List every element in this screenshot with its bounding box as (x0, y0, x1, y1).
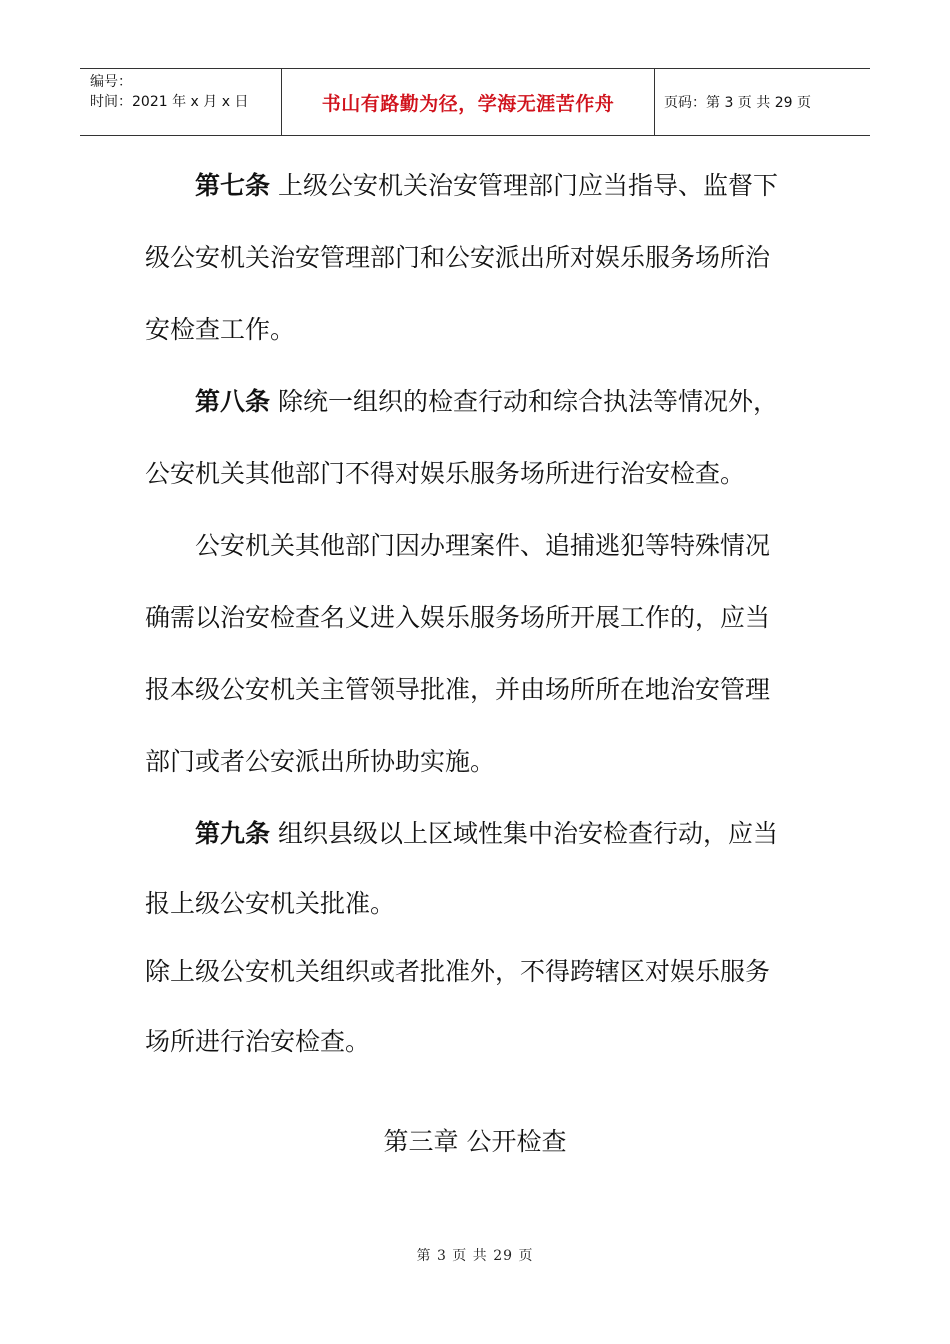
article-8-line-2: 公安机关其他部门不得对娱乐服务场所进行治安检查。 (145, 459, 746, 488)
header-motto: 书山有路勤为径，学海无涯苦作舟 (282, 69, 655, 135)
article-8b-line-4: 部门或者公安派出所协助实施。 (145, 747, 496, 776)
header-page-info: 页码：第 3 页 共 29 页 (664, 95, 811, 111)
header-meta-cell (80, 69, 282, 135)
page-footer: 第 3 页 共 29 页 (416, 1248, 534, 1264)
article-9-line-1 (145, 798, 805, 870)
article-9b-line-2: 场所进行治安检查。 (145, 1027, 371, 1056)
article-7-line-2: 级公安机关治安管理部门和公安派出所对娱乐服务场所治 (145, 243, 771, 272)
header-number-label: 编号： (90, 74, 132, 90)
document-body (145, 150, 805, 1078)
chapter-title: 第三章 公开检查 (383, 1127, 567, 1156)
article-9-line-2: 报上级公安机关批准。 (145, 889, 396, 918)
article-7-line-1 (145, 150, 805, 222)
article-8b-line-1: 公安机关其他部门因办理案件、追捕逃犯等特殊情况 (195, 531, 771, 560)
article-9-text-1: 组织县级以上区域性集中治安检查行动，应当 (277, 819, 778, 848)
article-8-text-1: 除统一组织的检查行动和综合执法等情况外， (277, 387, 778, 416)
article-8-line-1 (145, 366, 805, 438)
article-8b-line-2: 确需以治安检查名义进入娱乐服务场所开展工作的，应当 (145, 603, 771, 632)
page-header (80, 68, 870, 136)
article-7-title: 第七条 (195, 171, 271, 200)
article-8-title: 第八条 (195, 387, 271, 416)
article-9-title: 第九条 (195, 819, 271, 848)
article-9b-line-1: 除上级公安机关组织或者批准外，不得跨辖区对娱乐服务 (145, 957, 771, 986)
article-7-line-3: 安检查工作。 (145, 315, 296, 344)
article-8b-line-3: 报本级公安机关主管领导批准，并由场所所在地治安管理 (145, 675, 771, 704)
header-date-label: 时间：2021 年 x 月 x 日 (90, 94, 249, 110)
article-7-text-1: 上级公安机关治安管理部门应当指导、监督下 (277, 171, 778, 200)
